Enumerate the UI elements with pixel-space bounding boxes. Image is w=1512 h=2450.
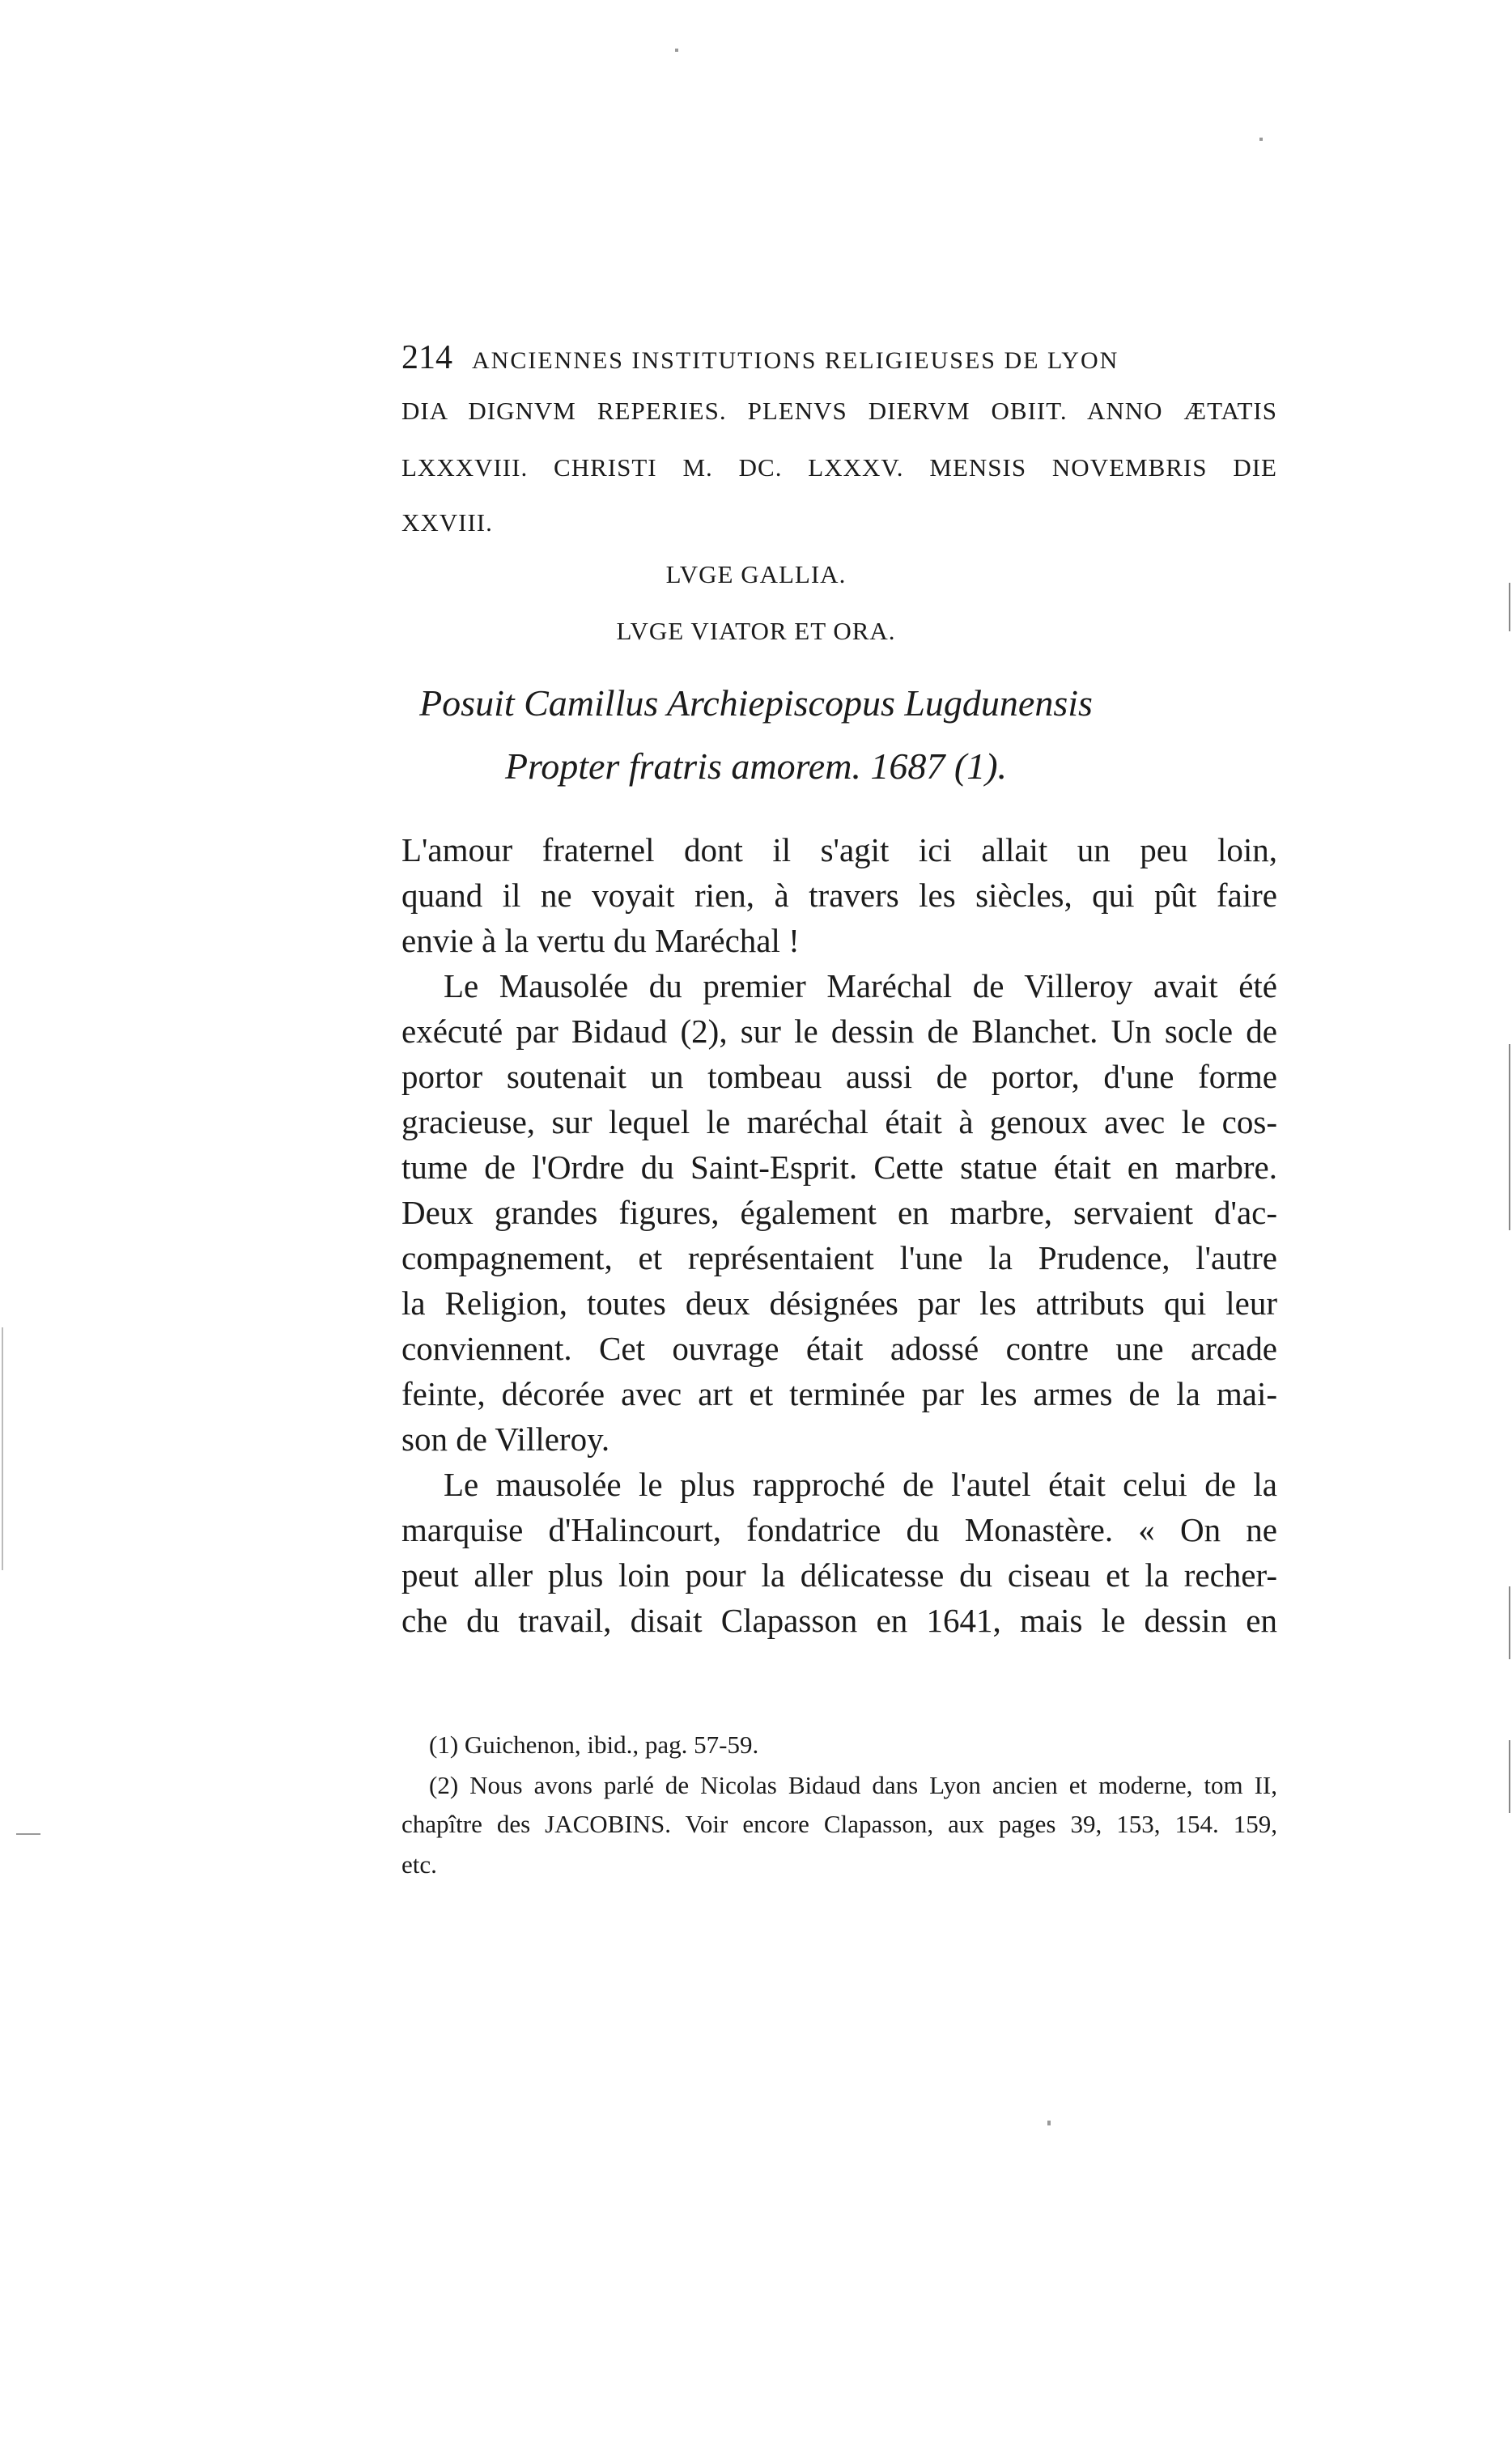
body-line: Le mausolée le plus rapproché de l'autel était celui de la [444,1466,1277,1503]
body-line: L'amour fraternel dont il s'agit ici allait un peu loin, [401,831,1277,868]
body-line: la Religion, toutes deux désignées par les attributs qui leur [401,1284,1277,1322]
epitaph-line: XXVIII. [401,508,493,537]
epitaph-line: LVGE GALLIA. [665,560,847,588]
body-line: Le Mausolée du premier Maréchal de Villeroy avait été [444,967,1277,1004]
body-line: peut aller plus loin pour la délicatesse du ciseau et la recher- [401,1556,1277,1594]
epitaph-dedication: Posuit Camillus Archiepiscopus Lugdunensis [419,682,1093,724]
body-line: exécuté par Bidaud (2), sur le dessin de Blanchet. Un socle de [401,1013,1277,1050]
scan-artifact [1047,2121,1051,2125]
body-line: feinte, décorée avec art et terminée par les armes de la mai- [401,1375,1277,1412]
body-line: compagnement, et représentaient l'une la Prudence, l'autre [401,1239,1277,1276]
body-line: son de Villeroy. [401,1420,610,1458]
scan-artifact [1509,1044,1510,1230]
scan-artifact [1509,583,1510,631]
body-line: tume de l'Ordre du Saint-Esprit. Cette statue était en marbre. [401,1149,1277,1186]
body-line: Deux grandes figures, également en marbre, servaient d'ac- [401,1194,1277,1231]
body-line: che du travail, disait Clapasson en 1641, mais le dessin en [401,1602,1277,1639]
page-number: 214 [401,339,452,376]
epitaph-line: DIA DIGNVM REPERIES. PLENVS DIERVM OBIIT. ANNO ÆTATIS [401,397,1277,425]
footnote: (2) Nous avons parlé de Nicolas Bidaud dans Lyon ancien et moderne, tom II, [429,1771,1277,1799]
body-line: envie à la vertu du Maréchal ! [401,922,800,959]
body-line: gracieuse, sur lequel le maréchal était à genoux avec le cos- [401,1103,1277,1140]
footnote: chapître des JACOBINS. Voir encore Clapasson, aux pages 39, 153, 154. 159, [401,1810,1277,1838]
footnote: (1) Guichenon, ibid., pag. 57-59. [429,1730,759,1759]
epitaph-line: LXXXVIII. CHRISTI M. DC. LXXXV. MENSIS NOVEMBRIS DIE [401,453,1277,482]
body-line: quand il ne voyait rien, à travers les siècles, qui pût faire [401,877,1277,914]
body-line: portor soutenait un tombeau aussi de portor, d'une forme [401,1058,1277,1095]
scan-artifact [2,1327,3,1570]
epitaph-dedication: Propter fratris amorem. 1687 (1). [504,745,1008,787]
scan-artifact [1259,138,1263,141]
body-line: conviennent. Cet ouvrage était adossé contre une arcade [401,1330,1277,1367]
running-title: ANCIENNES INSTITUTIONS RELIGIEUSES DE LYON [472,347,1119,374]
footnote: etc. [401,1850,437,1879]
scan-artifact [1509,1586,1510,1659]
scan-artifact [675,49,678,52]
epitaph-line: LVGE VIATOR ET ORA. [616,617,896,645]
scan-artifact [1509,1740,1510,1813]
page-header [401,338,1276,379]
scan-artifact [16,1833,40,1835]
body-line: marquise d'Halincourt, fondatrice du Monastère. « On ne [401,1511,1277,1548]
